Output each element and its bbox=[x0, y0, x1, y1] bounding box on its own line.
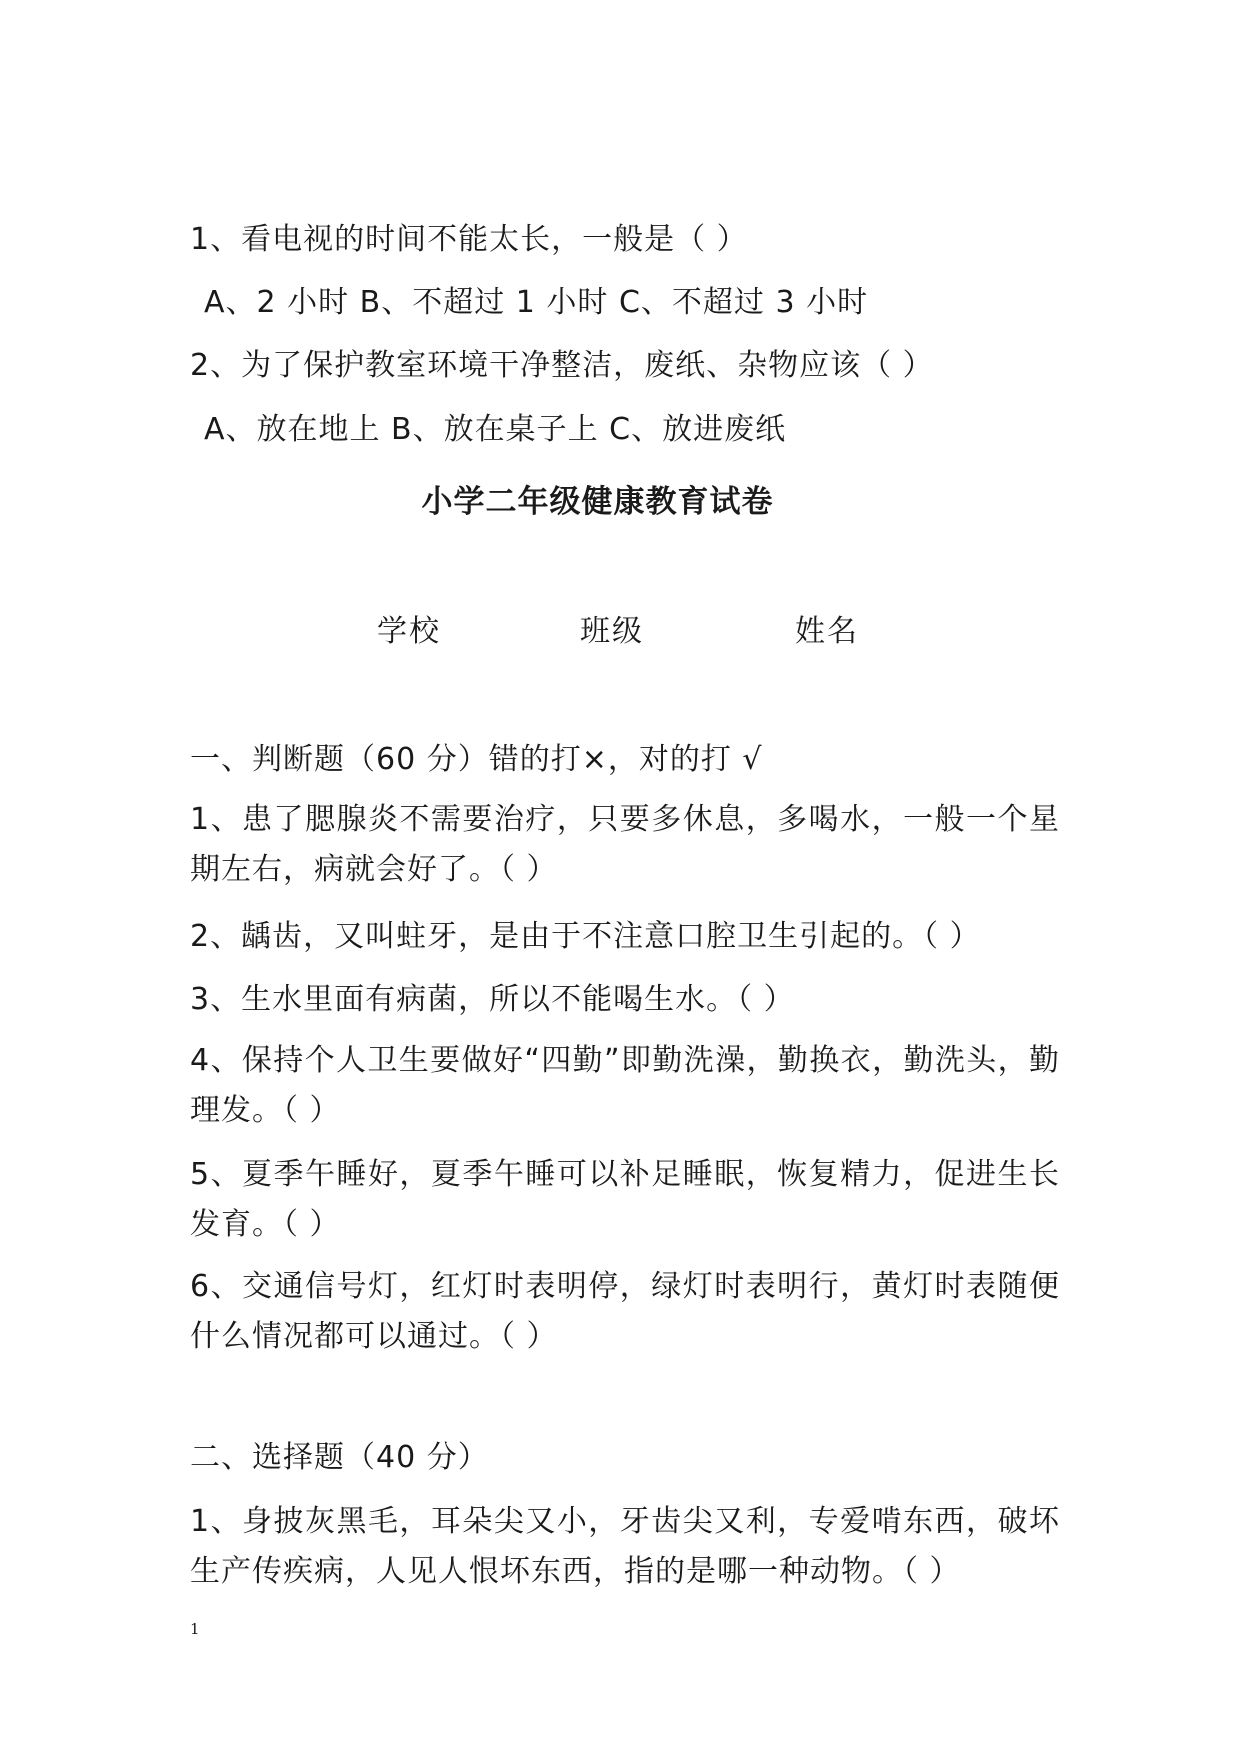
section1-item-6: 6、交通信号灯，红灯时表明停，绿灯时表明行，黄灯时表随便什么情况都可以通过。（ ） bbox=[190, 1269, 1060, 1354]
exam-title: 小学二年级健康教育试卷 bbox=[421, 484, 774, 520]
top-question-2-options: A、放在地上 B、放在桌子上 C、放进废纸 bbox=[204, 412, 787, 447]
section2-heading: 二、选择题（40 分） bbox=[190, 1440, 489, 1475]
section1-item-5: 5、夏季午睡好，夏季午睡可以补足睡眠，恢复精力，促进生长发育。（ ） bbox=[190, 1157, 1060, 1242]
page-number: 1 bbox=[190, 1620, 200, 1638]
top-question-1: 1、看电视的时间不能太长，一般是（ ） bbox=[190, 222, 748, 257]
section1-heading: 一、判断题（60 分）错的打×，对的打 √ bbox=[190, 742, 763, 777]
section1-item-3: 3、生水里面有病菌，所以不能喝生水。（ ） bbox=[190, 982, 795, 1017]
top-question-2: 2、为了保护教室环境干净整洁，废纸、杂物应该（ ） bbox=[190, 348, 934, 383]
section1-item-2: 2、龋齿，又叫蛀牙，是由于不注意口腔卫生引起的。（ ） bbox=[190, 919, 981, 954]
name-field-label: 姓名 bbox=[795, 614, 859, 649]
section2-item-1: 1、身披灰黑毛，耳朵尖又小，牙齿尖又利，专爱啃东西，破坏生产传疾病，人见人恨坏东西，指的是哪一种动物。（ ） bbox=[190, 1504, 1060, 1589]
top-question-1-options: A、2 小时 B、不超过 1 小时 C、不超过 3 小时 bbox=[204, 285, 869, 320]
school-field-label: 学校 bbox=[377, 614, 441, 649]
section1-item-4: 4、保持个人卫生要做好“四勤”即勤洗澡，勤换衣，勤洗头，勤理发。（ ） bbox=[190, 1043, 1060, 1128]
class-field-label: 班级 bbox=[580, 614, 644, 649]
section1-item-1: 1、患了腮腺炎不需要治疗，只要多休息，多喝水，一般一个星期左右，病就会好了。（ ） bbox=[190, 802, 1060, 887]
